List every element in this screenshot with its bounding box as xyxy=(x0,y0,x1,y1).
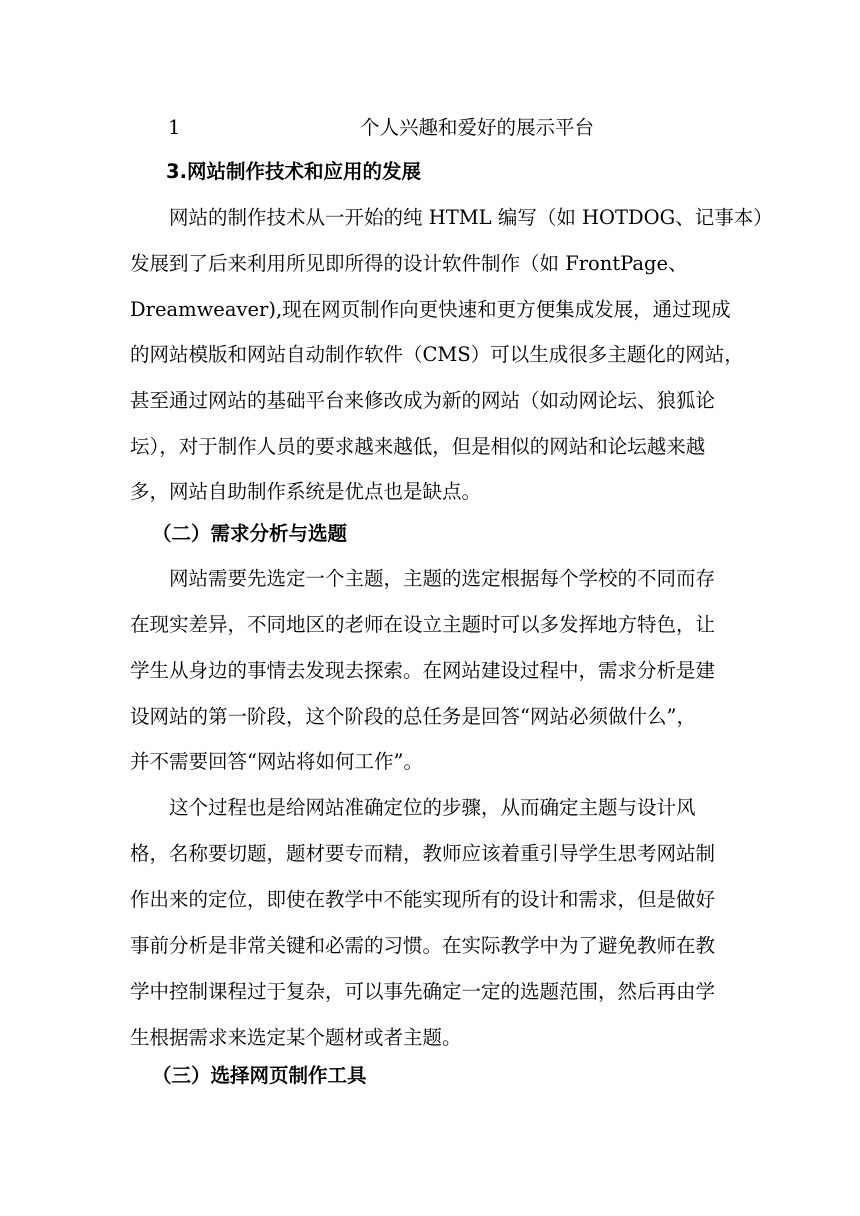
table-row-number: 1 xyxy=(168,116,181,139)
paragraph-line: 作出来的定位，即使在教学中不能实现所有的设计和需求，但是做好 xyxy=(130,888,716,911)
paragraph-line: 学中控制课程过于复杂，可以事先确定一定的选题范围，然后再由学 xyxy=(130,980,716,1003)
paragraph-line: 多，网站自助制作系统是优点也是缺点。 xyxy=(130,480,482,503)
paragraph-line: 学生从身边的事情去发现去探索。在网站建设过程中，需求分析是建 xyxy=(130,659,716,682)
paragraph-line: 网站需要先选定一个主题，主题的选定根据每个学校的不同而存 xyxy=(130,567,716,590)
paragraph-line: Dreamweaver),现在网页制作向更快速和更方便集成发展，通过现成 xyxy=(130,298,731,321)
paragraph-line: 这个过程也是给网站准确定位的步骤，从而确定主题与设计风 xyxy=(130,796,696,819)
section-two-heading: （二）需求分析与选题 xyxy=(152,522,348,545)
paragraph-line: 的网站模版和网站自动制作软件（CMS）可以生成很多主题化的网站， xyxy=(130,343,744,366)
table-row-text: 个人兴趣和爱好的展示平台 xyxy=(360,116,595,139)
section-three-heading: （三）选择网页制作工具 xyxy=(152,1064,367,1087)
paragraph-line: 设网站的第一阶段，这个阶段的总任务是回答“网站必须做什么”， xyxy=(130,705,696,728)
paragraph-line: 并不需要回答“网站将如何工作”。 xyxy=(130,750,423,773)
paragraph-line: 坛），对于制作人员的要求越来越低，但是相似的网站和论坛越来越 xyxy=(130,435,706,458)
paragraph-line: 在现实差异，不同地区的老师在设立主题时可以多发挥地方特色，让 xyxy=(130,613,716,636)
paragraph-line: 格，名称要切题，题材要专而精，教师应该着重引导学生思考网站制 xyxy=(130,842,716,865)
section-3-heading: 3.网站制作技术和应用的发展 xyxy=(166,160,421,183)
paragraph-line: 甚至通过网站的基础平台来修改成为新的网站（如动网论坛、狼狐论 xyxy=(130,389,716,412)
paragraph-line: 生根据需求来选定某个题材或者主题。 xyxy=(130,1026,462,1049)
table-row xyxy=(0,116,860,140)
paragraph-line: 发展到了后来利用所见即所得的设计软件制作（如 FrontPage、 xyxy=(130,252,688,275)
paragraph-line: 事前分析是非常关键和必需的习惯。在实际教学中为了避免教师在教 xyxy=(130,934,716,957)
paragraph-line: 网站的制作技术从一开始的纯 HTML 编写（如 HOTDOG、记事本） xyxy=(130,206,773,229)
